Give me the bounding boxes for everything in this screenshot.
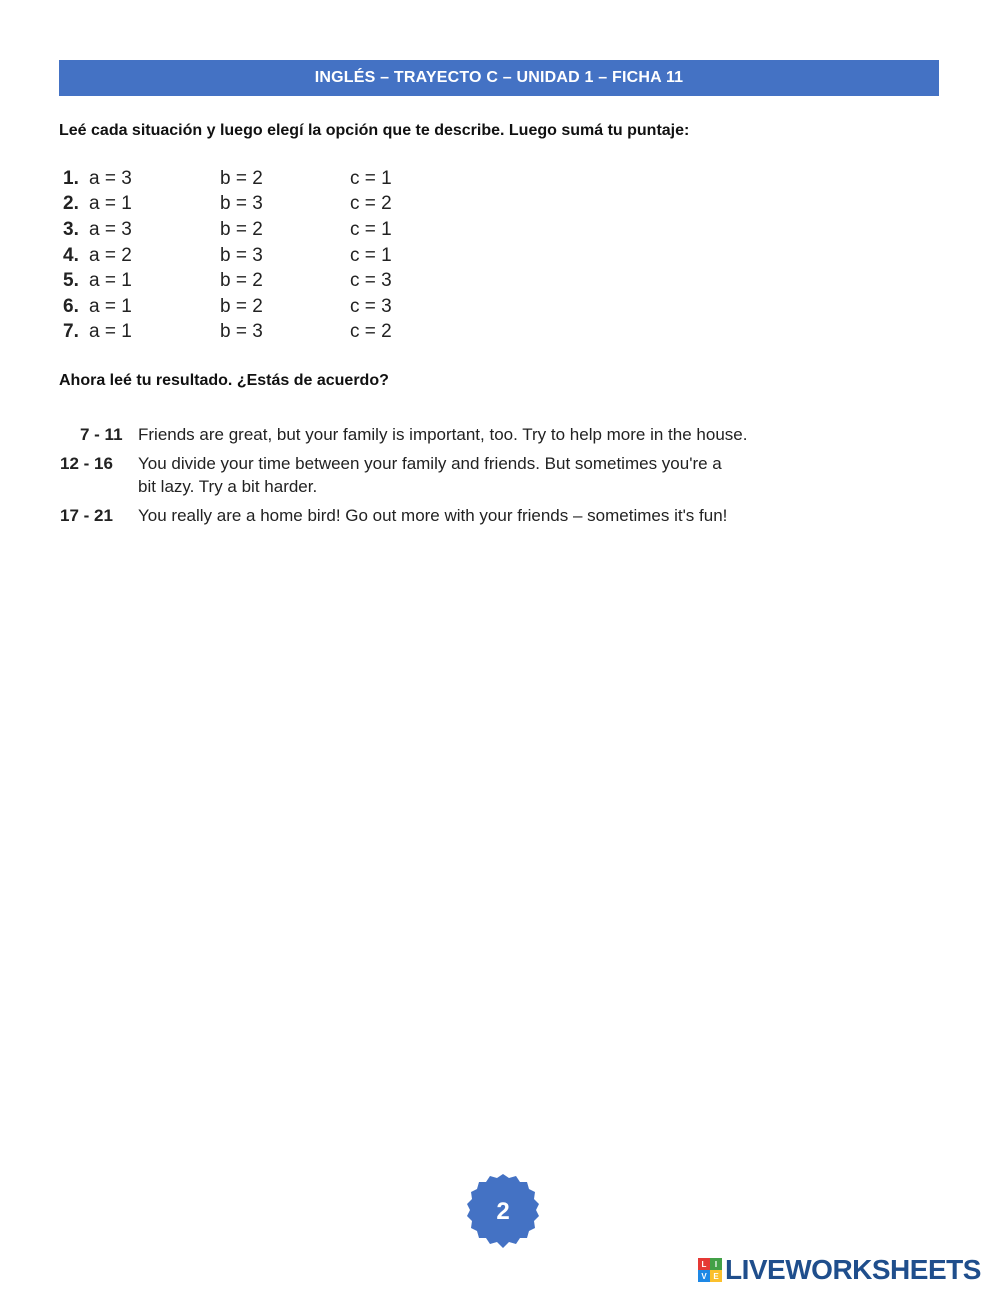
score-row <box>63 294 430 320</box>
result-range: 12 - 16 <box>60 454 113 473</box>
result-text: You divide your time between your family and friends. But sometimes you're a bit lazy. Try a bit harder. <box>138 454 722 496</box>
score-option-a: a = 1 <box>89 295 132 317</box>
score-option-b: b = 2 <box>220 218 263 240</box>
score-row <box>63 192 430 218</box>
score-row <box>63 320 430 346</box>
score-number: 5. <box>63 270 79 292</box>
page-number-badge <box>463 1172 543 1252</box>
score-number: 6. <box>63 295 79 317</box>
score-row <box>63 268 430 294</box>
score-option-a: a = 2 <box>89 244 132 266</box>
result-heading: Ahora leé tu resultado. ¿Estás de acuerdo? <box>59 372 389 389</box>
score-option-b: b = 2 <box>220 295 263 317</box>
score-option-a: a = 3 <box>89 167 132 189</box>
score-option-a: a = 1 <box>89 270 132 292</box>
score-option-b: b = 2 <box>220 167 263 189</box>
score-option-a: a = 3 <box>89 218 132 240</box>
score-option-c: c = 1 <box>350 218 392 240</box>
logo-letter: L <box>698 1258 710 1270</box>
score-row <box>63 166 430 192</box>
instruction-text: Leé cada situación y luego elegí la opción que te describe. Luego sumá tu puntaje: <box>59 122 690 139</box>
result-item <box>60 423 820 446</box>
logo-letter: E <box>710 1270 722 1282</box>
score-option-b: b = 2 <box>220 270 263 292</box>
result-range: 7 - 11 <box>80 425 123 444</box>
score-number: 7. <box>63 321 79 343</box>
header-title: INGLÉS – TRAYECTO C – UNIDAD 1 – FICHA 11 <box>314 69 684 86</box>
result-item <box>60 504 820 527</box>
result-range: 17 - 21 <box>60 506 113 525</box>
logo-text: LIVEWORKSHEETS <box>725 1254 981 1285</box>
score-option-b: b = 3 <box>220 193 263 215</box>
score-row <box>63 243 430 269</box>
score-number: 3. <box>63 218 79 240</box>
page-number: 2 <box>496 1198 510 1225</box>
score-number: 1. <box>63 167 79 189</box>
score-number: 2. <box>63 193 79 215</box>
score-option-c: c = 1 <box>350 167 392 189</box>
logo-mark-icon <box>698 1258 722 1282</box>
page-header-bar <box>59 60 939 96</box>
score-option-a: a = 1 <box>89 321 132 343</box>
score-option-a: a = 1 <box>89 193 132 215</box>
score-key-table <box>63 166 430 345</box>
score-option-c: c = 2 <box>350 193 392 215</box>
result-text: Friends are great, but your family is important, too. Try to help more in the house. <box>138 425 748 444</box>
liveworksheets-logo[interactable] <box>698 1256 981 1284</box>
score-option-c: c = 3 <box>350 270 392 292</box>
score-option-c: c = 2 <box>350 321 392 343</box>
score-number: 4. <box>63 244 79 266</box>
score-option-b: b = 3 <box>220 321 263 343</box>
logo-letter: I <box>710 1258 722 1270</box>
result-text: You really are a home bird! Go out more with your friends – sometimes it's fun! <box>138 506 728 525</box>
logo-letter: V <box>698 1270 710 1282</box>
result-item <box>60 452 820 498</box>
score-row <box>63 217 430 243</box>
score-option-c: c = 3 <box>350 295 392 317</box>
score-option-c: c = 1 <box>350 244 392 266</box>
score-option-b: b = 3 <box>220 244 263 266</box>
results-list <box>60 423 820 533</box>
